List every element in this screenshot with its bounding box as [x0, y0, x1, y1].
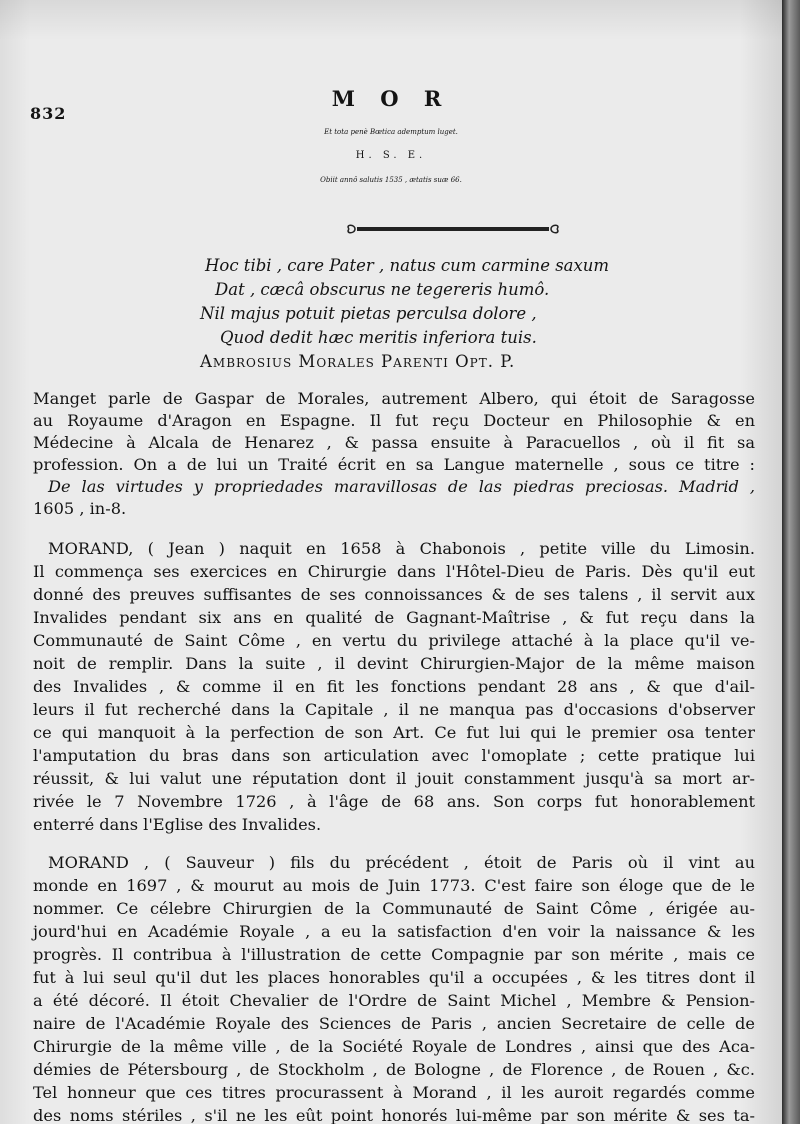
poem-line: Quod dedit hæc meritis inferiora tuis.	[220, 328, 537, 347]
text-line: Médecine à Alcala de Henarez , & passa ensuite à Paracuellos , où il fit sa	[33, 433, 755, 452]
text-line: Manget parle de Gaspar de Morales, autrement Albero, qui étoit de Saragosse	[33, 389, 755, 408]
text-line: De las virtudes y propriedades maravillosas de las piedras preciosas. Madrid ,	[48, 477, 755, 496]
text-line: MORAND, ( Jean ) naquit en 1658 à Chabonois , petite ville du Limosin.	[48, 539, 755, 558]
poem-line: Dat , cæcâ obscurus ne tegereris humô.	[215, 280, 550, 299]
epitaph-line-3: Obiit annô salutis 1535 , ætatis suæ 66.	[320, 176, 462, 184]
text-line: monde en 1697 , & mourut au mois de Juin 1773. C'est faire son éloge que de le	[33, 876, 755, 895]
epitaph-line-2: H. S. E.	[355, 150, 427, 161]
poem-line: Nil majus potuit pietas perculsa dolore ,	[200, 304, 537, 323]
text-line: 1605 , in-8.	[33, 499, 127, 518]
text-line: rivée le 7 Novembre 1726 , à l'âge de 68 ans. Son corps fut honorablement	[33, 792, 755, 811]
page-edge-shadow	[782, 0, 800, 1124]
text-line: nommer. Ce célebre Chirurgien de la Communauté de Saint Côme , érigée au-	[33, 899, 755, 918]
text-line: au Royaume d'Aragon en Espagne. Il fut reçu Docteur en Philosophie & en	[33, 411, 755, 430]
text-line: ce qui manquoit à la perfection de son Art. Ce fut lui qui le premier osa tenter	[33, 723, 755, 742]
text-line: progrès. Il contribua à l'illustration de cette Compagnie par son mérite , mais ce	[33, 945, 755, 964]
text-line: l'amputation du bras dans son articulation avec l'omoplate ; cette pratique lui	[33, 746, 755, 765]
text-line: a été décoré. Il étoit Chevalier de l'Ordre de Saint Michel , Membre & Pension-	[33, 991, 755, 1010]
ornamental-rule-icon	[343, 222, 563, 236]
text-line: noit de remplir. Dans la suite , il devint Chirurgien-Major de la même maison	[33, 654, 755, 673]
poem-line: Hoc tibi , care Pater , natus cum carmine saxum	[205, 256, 610, 275]
text-line: Invalides pendant six ans en qualité de Gagnant-Maîtrise , & fut reçu dans la	[33, 608, 755, 627]
text-line: jourd'hui en Académie Royale , a eu la satisfaction d'en voir la naissance & les	[33, 922, 755, 941]
text-line: leurs il fut recherché dans la Capitale , il ne manqua pas d'occasions d'observer	[33, 700, 755, 719]
text-line: réussit, & lui valut une réputation dont il jouit constamment jusqu'à sa mort ar-	[33, 769, 755, 788]
text-line: des noms stériles , s'il ne les eût point honorés lui-même par son mérite & ses ta-	[33, 1106, 755, 1124]
text-line: profession. On a de lui un Traité écrit en sa Langue maternelle , sous ce titre :	[33, 455, 755, 474]
epitaph-line-1: Et tota penè Bœtica ademptum luget.	[324, 128, 458, 136]
text-line: Tel honneur que ces titres procurassent à Morand , il les auroit regardés comme	[33, 1083, 755, 1102]
text-line: naire de l'Académie Royale des Sciences de Paris , ancien Secretaire de celle de	[33, 1014, 755, 1033]
text-line: enterré dans l'Eglise des Invalides.	[33, 815, 322, 834]
text-line: donné des preuves suffisantes de ses connoissances & de ses talens , il servit aux	[33, 585, 755, 604]
text-line: des Invalides , & comme il en fit les fonctions pendant 28 ans , & que d'ail-	[33, 677, 755, 696]
text-line: Il commença ses exercices en Chirurgie dans l'Hôtel-Dieu de Paris. Dès qu'il eut	[33, 562, 755, 581]
poem-signature: Ambrosius Morales Parenti Opt. P.	[200, 352, 516, 371]
text-line: MORAND , ( Sauveur ) fils du précédent , étoit de Paris où il vint au	[48, 853, 755, 872]
running-head: M O R	[331, 86, 451, 111]
page-number: 832	[30, 104, 67, 123]
text-line: Communauté de Saint Côme , en vertu du privilege attaché à la place qu'il ve-	[33, 631, 755, 650]
text-line: démies de Pétersbourg , de Stockholm , de Bologne , de Florence , de Rouen , &c.	[33, 1060, 755, 1079]
text-line: Chirurgie de la même ville , de la Société Royale de Londres , ainsi que des Aca-	[33, 1037, 755, 1056]
text-line: fut à lui seul qu'il dut les places honorables qu'il a occupées , & les titres dont il	[33, 968, 755, 987]
